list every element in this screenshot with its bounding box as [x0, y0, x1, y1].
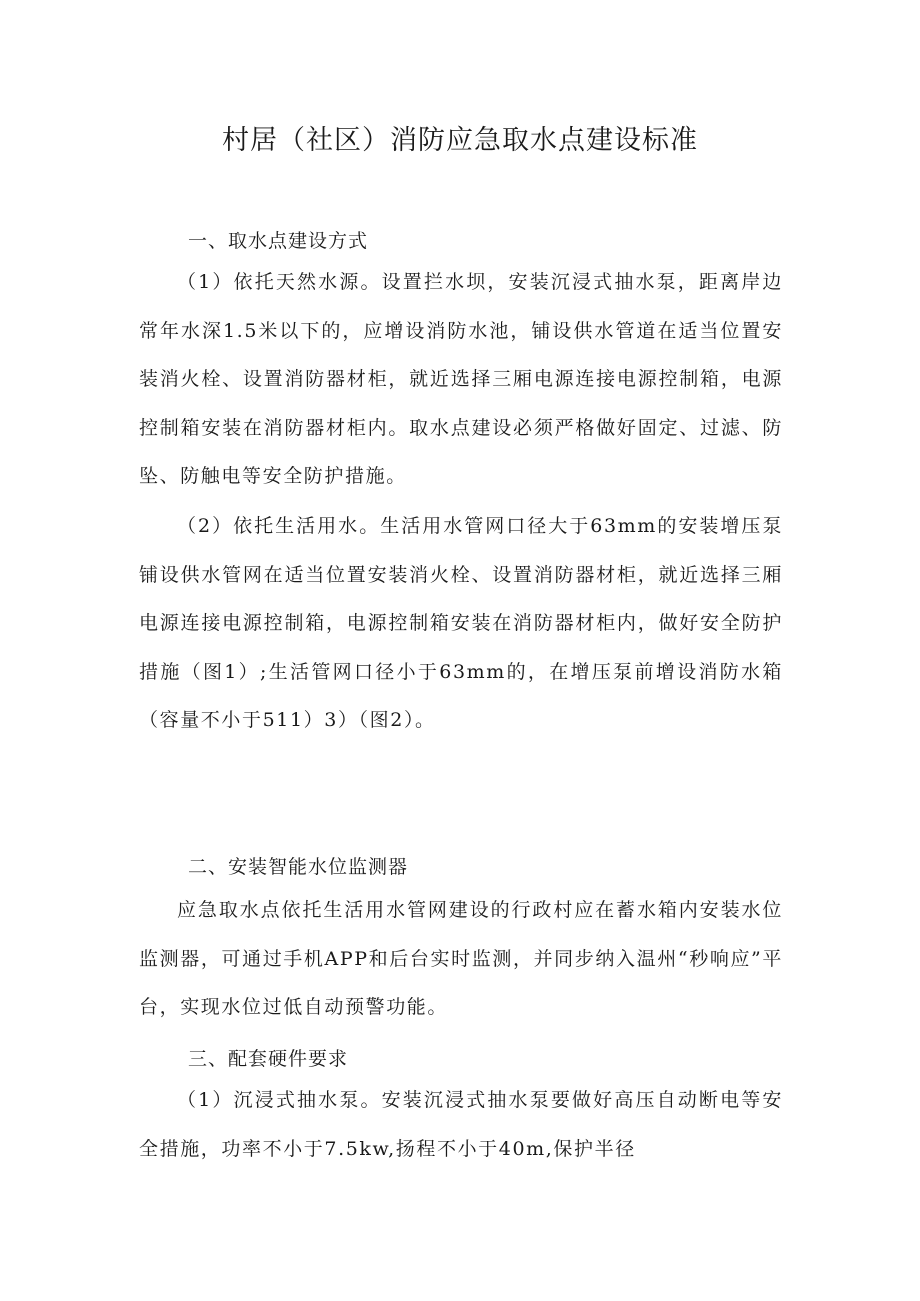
section-heading-3: 三、配套硬件要求	[188, 1048, 349, 1070]
section-heading-2: 二、安装智能水位监测器	[188, 856, 409, 878]
paragraph-domestic-water: （2）依托生活用水。生活用水管网口径大于63mm的安装增压泵铺设供水管网在适当位置安装消火栓、设置消防器材柜，就近选择三厢电源连接电源控制箱，电源控制箱安装在消防器材柜内，做好安全防护措施（图1）;生活管网口径小于63mm的，在增压泵前增设消防水箱（容量不小于511）3）（图2）。	[139, 515, 783, 731]
paragraph-water-level-monitor: 应急取水点依托生活用水管网建设的行政村应在蓄水箱内安装水位监测器，可通过手机APP和后台实时监测，并同步纳入温州“秒响应”平台，实现水位过低自动预警功能。	[139, 899, 783, 1018]
paragraph-natural-water-source: （1）依托天然水源。设置拦水坝，安装沉浸式抽水泵，距离岸边常年水深1.5米以下的，应增设消防水池，铺设供水管道在适当位置安装消火栓、设置消防器材柜，就近选择三厢电源连接电源控制箱，电源控制箱安装在消防器材柜内。取水点建设必须严格做好固定、过滤、防坠、防触电等安全防护措施。	[139, 271, 783, 487]
section-heading-1: 一、取水点建设方式	[188, 230, 369, 252]
document-title: 村居（社区）消防应急取水点建设标准	[222, 125, 698, 156]
paragraph-submersible-pump: （1）沉浸式抽水泵。安装沉浸式抽水泵要做好高压自动断电等安全措施，功率不小于7.5kw,扬程不小于40m,保护半径	[139, 1089, 783, 1160]
